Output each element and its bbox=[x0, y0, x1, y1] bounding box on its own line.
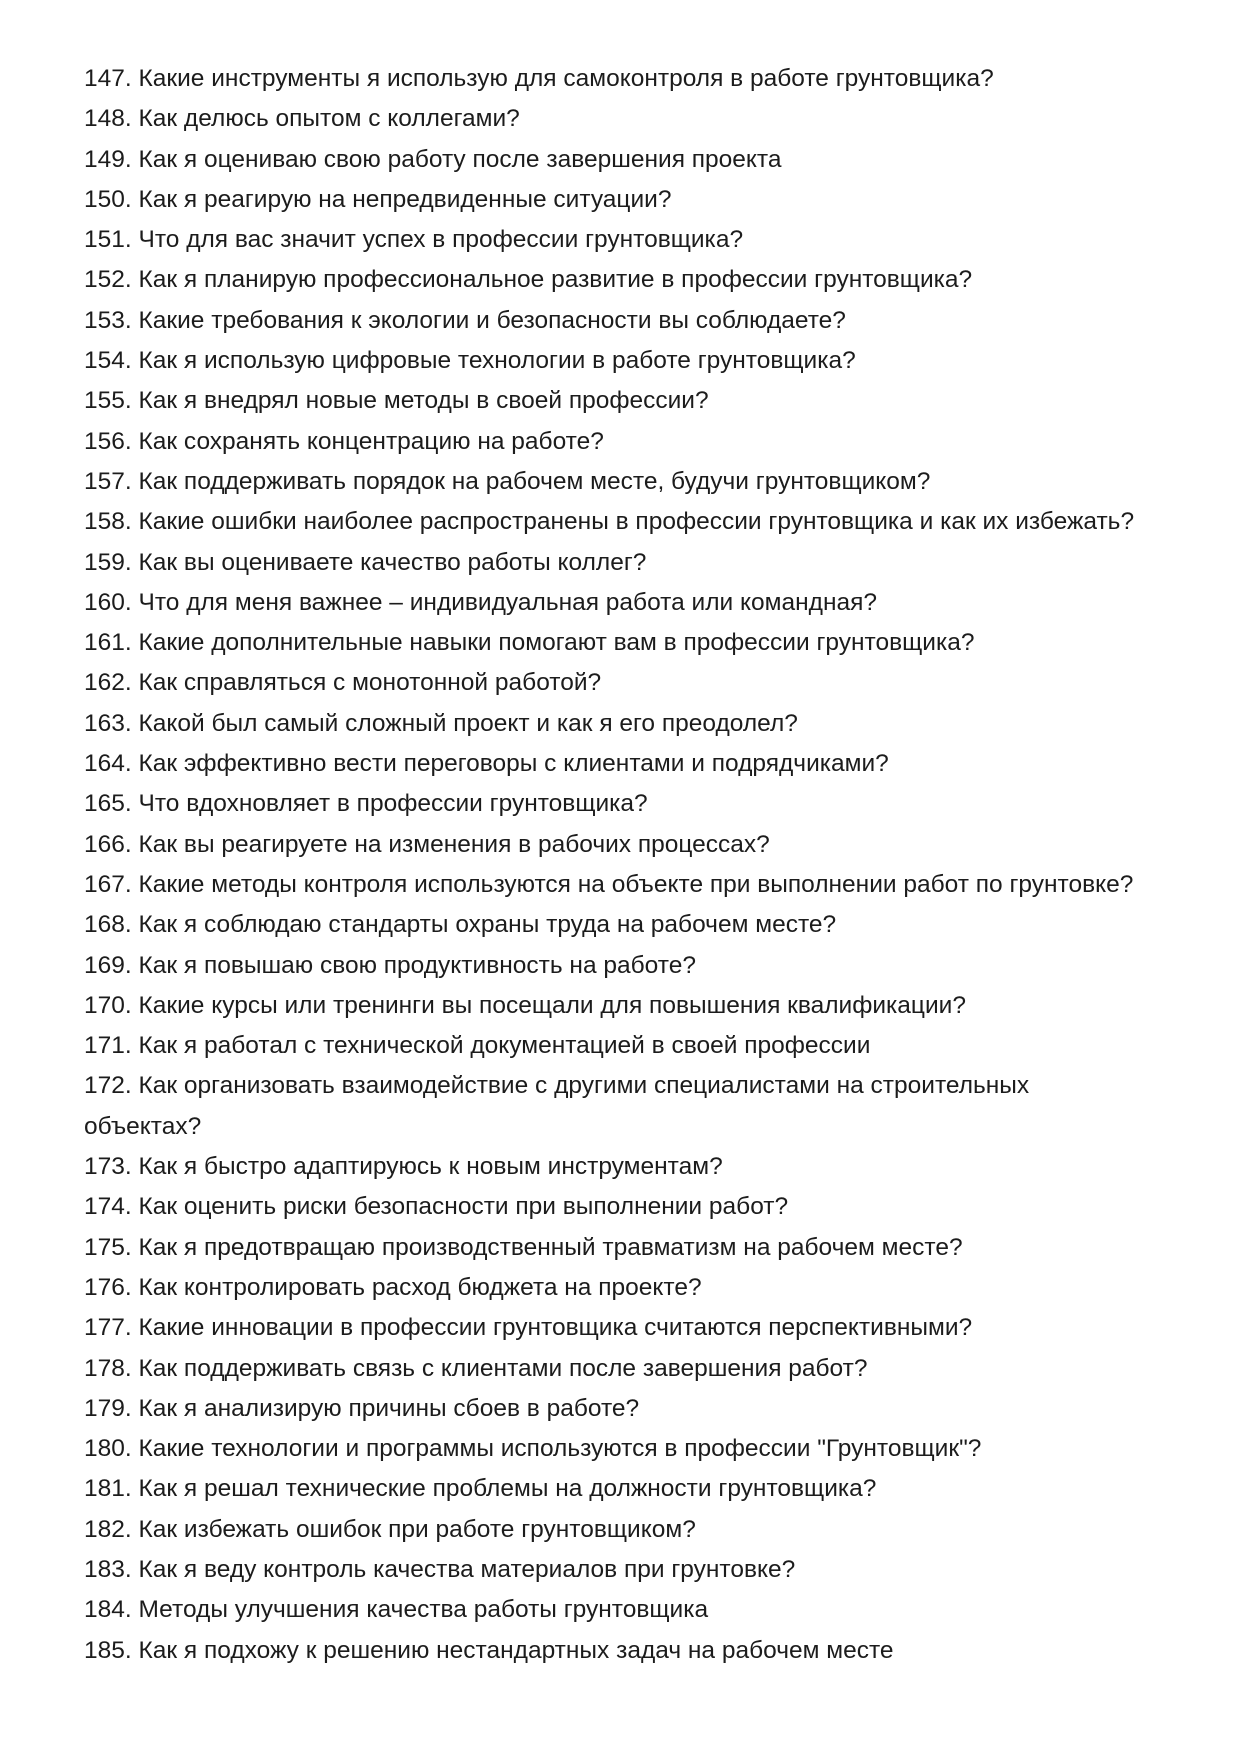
item-text: Какие технологии и программы используются в профессии "Грунтовщик"? bbox=[138, 1435, 982, 1463]
item-text: Методы улучшения качества работы грунтовщика bbox=[138, 1596, 709, 1624]
item-number: 182. bbox=[84, 1515, 132, 1543]
list-item bbox=[84, 1147, 1174, 1187]
list-item bbox=[84, 422, 1174, 462]
item-number: 163. bbox=[84, 709, 132, 737]
item-number: 181. bbox=[84, 1475, 132, 1503]
item-number: 147. bbox=[84, 65, 132, 92]
item-number: 156. bbox=[84, 427, 132, 455]
item-text: Как делюсь опытом с коллегами? bbox=[138, 105, 520, 133]
item-number: 166. bbox=[84, 830, 132, 858]
item-text: Как я оцениваю свою работу после завершения проекта bbox=[138, 145, 782, 173]
item-text: Как я веду контроль качества материалов при грунтовке? bbox=[138, 1555, 796, 1583]
list-item bbox=[84, 1026, 1174, 1066]
list-item bbox=[84, 1590, 1174, 1630]
item-text: Что для меня важнее – индивидуальная работа или командная? bbox=[138, 588, 877, 616]
item-text: Как я реагирую на непредвиденные ситуации? bbox=[138, 185, 672, 213]
list-item bbox=[84, 381, 1174, 421]
item-text: Как вы оцениваете качество работы коллег? bbox=[138, 548, 647, 576]
list-item bbox=[84, 1268, 1174, 1308]
item-text: Как поддерживать связь с клиентами после завершения работ? bbox=[138, 1354, 868, 1382]
list-item bbox=[84, 140, 1174, 180]
list-item bbox=[84, 986, 1174, 1026]
item-text: Как избежать ошибок при работе грунтовщиком? bbox=[138, 1515, 696, 1543]
item-number: 162. bbox=[84, 669, 132, 697]
item-text: Какие дополнительные навыки помогают вам в профессии грунтовщика? bbox=[138, 629, 975, 657]
item-number: 150. bbox=[84, 185, 132, 213]
item-text: Как я использую цифровые технологии в работе грунтовщика? bbox=[138, 347, 856, 375]
list-item bbox=[84, 1510, 1174, 1550]
item-number: 159. bbox=[84, 548, 132, 576]
list-item bbox=[84, 180, 1174, 220]
list-item bbox=[84, 1550, 1174, 1590]
list-item bbox=[84, 905, 1174, 945]
item-number: 184. bbox=[84, 1596, 132, 1624]
item-number: 153. bbox=[84, 306, 132, 334]
item-text: Как справляться с монотонной работой? bbox=[138, 669, 602, 697]
item-text: Что вдохновляет в профессии грунтовщика? bbox=[138, 790, 648, 818]
item-text-continuation: объектах? bbox=[84, 1112, 202, 1140]
list-item bbox=[84, 99, 1174, 139]
list-item bbox=[84, 220, 1174, 260]
item-number: 152. bbox=[84, 266, 132, 294]
item-number: 180. bbox=[84, 1435, 132, 1463]
item-text: Как я работал с технической документацией в своей профессии bbox=[138, 1032, 871, 1060]
item-text: Какие инструменты я использую для самоконтроля в работе грунтовщика? bbox=[138, 65, 994, 92]
item-text: Что для вас значит успех в профессии грунтовщика? bbox=[138, 226, 744, 254]
item-text: Как вы реагируете на изменения в рабочих процессах? bbox=[138, 830, 770, 858]
item-text: Какие требования к экологии и безопасности вы соблюдаете? bbox=[138, 306, 846, 334]
item-number: 177. bbox=[84, 1314, 132, 1342]
list-item bbox=[84, 784, 1174, 824]
item-number: 160. bbox=[84, 588, 132, 616]
item-number: 151. bbox=[84, 226, 132, 254]
list-item bbox=[84, 1066, 1174, 1106]
item-text: Какие курсы или тренинги вы посещали для повышения квалификации? bbox=[138, 991, 966, 1019]
item-text: Как организовать взаимодействие с другими специалистами на строительных bbox=[138, 1072, 1030, 1100]
item-number: 164. bbox=[84, 750, 132, 778]
list-item bbox=[84, 1228, 1174, 1268]
item-text: Какой был самый сложный проект и как я его преодолел? bbox=[138, 709, 798, 737]
item-number: 161. bbox=[84, 629, 132, 657]
list-item bbox=[84, 341, 1174, 381]
list-item bbox=[84, 583, 1174, 623]
list-item bbox=[84, 704, 1174, 744]
item-text: Как я решал технические проблемы на должности грунтовщика? bbox=[138, 1475, 877, 1503]
list-item bbox=[84, 623, 1174, 663]
list-item bbox=[84, 825, 1174, 865]
item-text: Как контролировать расход бюджета на проекте? bbox=[138, 1273, 702, 1301]
item-number: 176. bbox=[84, 1273, 132, 1301]
list-item bbox=[84, 462, 1174, 502]
item-text: Как поддерживать порядок на рабочем месте, будучи грунтовщиком? bbox=[138, 467, 931, 495]
item-text: Как я подхожу к решению нестандартных задач на рабочем месте bbox=[138, 1636, 894, 1664]
question-list bbox=[84, 59, 1174, 1671]
item-number: 185. bbox=[84, 1636, 132, 1664]
item-text: Как я соблюдаю стандарты охраны труда на рабочем месте? bbox=[138, 911, 837, 939]
item-text: Как я предотвращаю производственный травматизм на рабочем месте? bbox=[138, 1233, 963, 1261]
list-item bbox=[84, 1429, 1174, 1469]
list-item bbox=[84, 502, 1174, 542]
item-number: 174. bbox=[84, 1193, 132, 1221]
item-text: Как я анализирую причины сбоев в работе? bbox=[138, 1394, 640, 1422]
list-item bbox=[84, 1187, 1174, 1227]
item-text: Как оценить риски безопасности при выполнении работ? bbox=[138, 1193, 789, 1221]
list-item bbox=[84, 59, 1174, 99]
item-text: Как я планирую профессиональное развитие в профессии грунтовщика? bbox=[138, 266, 973, 294]
list-item bbox=[84, 543, 1174, 583]
item-number: 157. bbox=[84, 467, 132, 495]
item-number: 169. bbox=[84, 951, 132, 979]
item-text: Какие методы контроля используются на объекте при выполнении работ по грунтовке? bbox=[138, 870, 1134, 898]
item-number: 168. bbox=[84, 911, 132, 939]
item-text: Как я быстро адаптируюсь к новым инструментам? bbox=[138, 1153, 723, 1181]
list-item bbox=[84, 946, 1174, 986]
list-item bbox=[84, 1469, 1174, 1509]
item-number: 155. bbox=[84, 387, 132, 415]
item-number: 183. bbox=[84, 1555, 132, 1583]
list-item bbox=[84, 1308, 1174, 1348]
item-number: 171. bbox=[84, 1032, 132, 1060]
list-item bbox=[84, 1631, 1174, 1671]
item-number: 170. bbox=[84, 991, 132, 1019]
item-text: Как эффективно вести переговоры с клиентами и подрядчиками? bbox=[138, 750, 889, 778]
list-item bbox=[84, 744, 1174, 784]
list-item bbox=[84, 663, 1174, 703]
item-number: 154. bbox=[84, 347, 132, 375]
item-number: 172. bbox=[84, 1072, 132, 1100]
item-number: 165. bbox=[84, 790, 132, 818]
item-number: 149. bbox=[84, 145, 132, 173]
item-text: Какие инновации в профессии грунтовщика считаются перспективными? bbox=[138, 1314, 973, 1342]
list-item bbox=[84, 865, 1174, 905]
item-number: 175. bbox=[84, 1233, 132, 1261]
list-item bbox=[84, 301, 1174, 341]
item-number: 178. bbox=[84, 1354, 132, 1382]
item-number: 158. bbox=[84, 508, 132, 536]
item-number: 173. bbox=[84, 1153, 132, 1181]
item-number: 148. bbox=[84, 105, 132, 133]
item-number: 179. bbox=[84, 1394, 132, 1422]
list-item bbox=[84, 1389, 1174, 1429]
item-text: Как сохранять концентрацию на работе? bbox=[138, 427, 604, 455]
item-number: 167. bbox=[84, 870, 132, 898]
list-item bbox=[84, 1349, 1174, 1389]
item-text: Какие ошибки наиболее распространены в профессии грунтовщика и как их избежать? bbox=[138, 508, 1135, 536]
item-text: Как я внедрял новые методы в своей профессии? bbox=[138, 387, 709, 415]
item-text: Как я повышаю свою продуктивность на работе? bbox=[138, 951, 696, 979]
list-item bbox=[84, 260, 1174, 300]
